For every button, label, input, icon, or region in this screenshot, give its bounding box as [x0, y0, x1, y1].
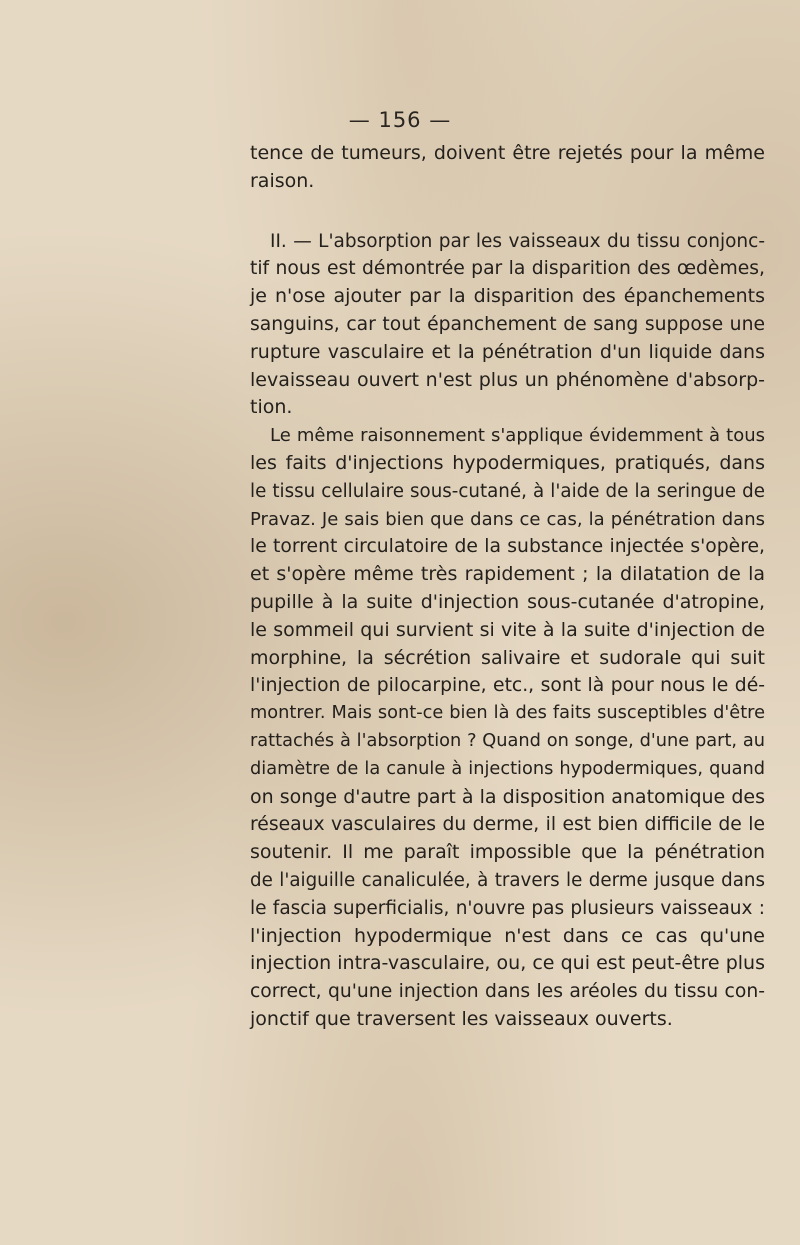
text-line: le sommeil qui survient si vite à la suite d'injection de	[250, 618, 765, 641]
text-line: morphine, la sécrétion salivaire et sudorale qui suit	[250, 646, 765, 669]
text-line: le torrent circulatoire de la substance injectée s'opère,	[250, 536, 765, 558]
text-line: les faits d'injections hypodermiques, pratiqués, dans	[250, 451, 765, 474]
text-line: jonctif que traversent les vaisseaux ouverts.	[250, 1007, 673, 1030]
paragraph	[250, 422, 765, 1034]
text-line: on songe d'autre part à la disposition anatomique des	[250, 785, 765, 808]
text-line: Pravaz. Je sais bien que dans ce cas, la pénétration dans	[250, 508, 765, 530]
text-line: rupture vasculaire et la pénétration d'un liquide dans	[250, 340, 765, 363]
text-line: pupille à la suite d'injection sous-cutanée d'atropine,	[250, 590, 765, 613]
text-line: l'injection hypodermique n'est dans ce cas qu'une	[250, 924, 765, 947]
text-line: raison.	[250, 169, 315, 192]
text-line: soutenir. Il me paraît impossible que la pénétration	[250, 841, 765, 864]
text-line: le fascia superficialis, n'ouvre pas plusieurs vaisseaux :	[250, 897, 765, 919]
text-line: réseaux vasculaires du derme, il est bien difficile de le	[250, 814, 765, 836]
text-line: levaisseau ouvert n'est plus un phénomène d'absorp-	[250, 368, 765, 391]
text-line: diamètre de la canule à injections hypodermiques, quand	[250, 758, 765, 779]
text-line: Le même raisonnement s'applique évidemment à tous	[270, 425, 765, 447]
body-text	[250, 140, 765, 1034]
text-line: le tissu cellulaire sous-cutané, à l'aide de la seringue de	[250, 480, 765, 502]
text-line: de l'aiguille canaliculée, à travers le derme jusque dans	[250, 869, 765, 891]
paragraph	[250, 140, 765, 196]
text-line: injection intra-vasculaire, ou, ce qui est peut-être plus	[250, 952, 765, 975]
text-line: tion.	[250, 396, 293, 419]
page-number: — 156 —	[348, 108, 452, 132]
text-line: II. — L'absorption par les vaisseaux du tissu conjonc-	[270, 230, 765, 252]
text-line: rattachés à l'absorption ? Quand on songe, d'une part, au	[250, 730, 765, 751]
text-line: tence de tumeurs, doivent être rejetés pour la même	[250, 142, 765, 164]
text-line: je n'ose ajouter par la disparition des épanchements	[250, 285, 765, 308]
text-line: correct, qu'une injection dans les aréoles du tissu con-	[250, 981, 765, 1003]
text-line: sanguins, car tout épanchement de sang suppose une	[250, 313, 765, 335]
text-line: l'injection de pilocarpine, etc., sont là pour nous le dé-	[250, 675, 765, 697]
text-line: et s'opère même très rapidement ; la dilatation de la	[250, 563, 765, 586]
text-line: tif nous est démontrée par la disparition des œdèmes,	[250, 258, 765, 280]
paragraph	[250, 228, 765, 423]
text-line: montrer. Mais sont-ce bien là des faits susceptibles d'être	[250, 703, 765, 724]
